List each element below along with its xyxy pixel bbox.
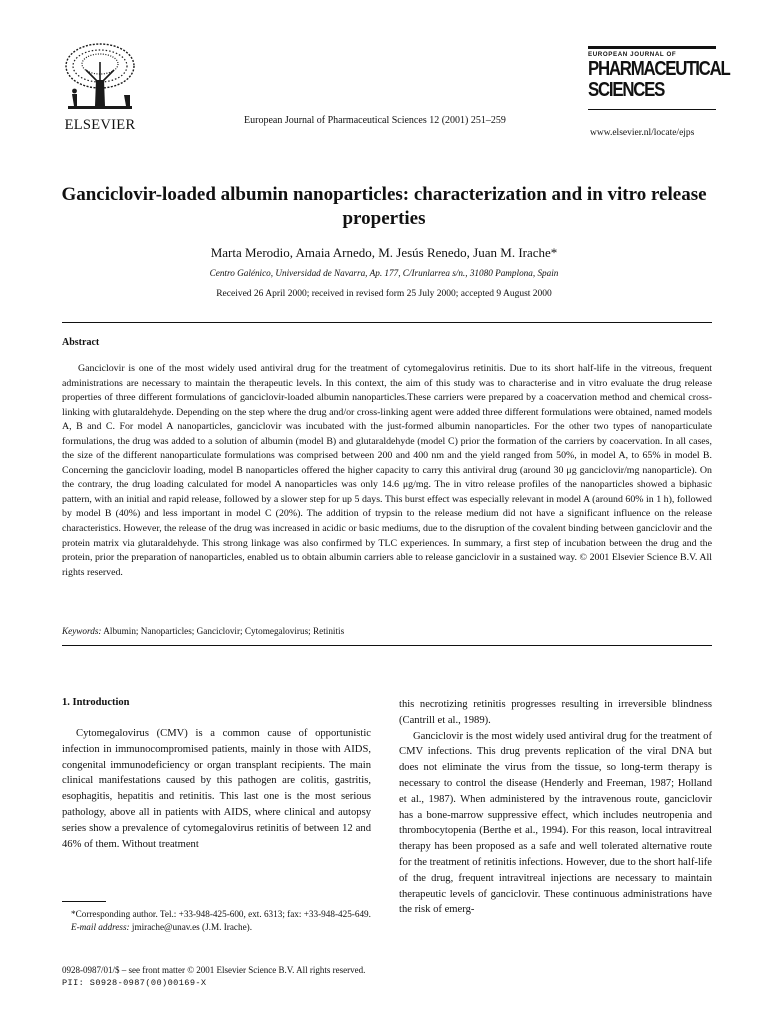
- article-dates: Received 26 April 2000; received in revised form 25 July 2000; accepted 9 August 2000: [216, 289, 552, 299]
- publisher-logo: [50, 40, 150, 132]
- elsevier-tree-icon: [50, 40, 150, 118]
- publisher-name: ELSEVIER: [64, 117, 136, 133]
- footer-pii: PII: S0928-0987(00)00169-X: [62, 978, 207, 988]
- keywords-text: Albumin; Nanoparticles; Ganciclovir; Cytomegalovirus; Retinitis: [103, 626, 345, 636]
- footnote-rule: [62, 901, 106, 902]
- email-value[interactable]: jmirache@unav.es (J.M. Irache).: [131, 922, 253, 932]
- footnote: [62, 908, 371, 934]
- section-heading-introduction: 1. Introduction: [62, 697, 130, 708]
- journal-masthead: [588, 46, 730, 110]
- footnote-correspondence: *Corresponding author. Tel.: +33-948-425-600, ext. 6313; fax: +33-948-425-649.: [71, 909, 371, 919]
- intro-paragraph-left: Cytomegalovirus (CMV) is a common cause of opportunistic infection in immunocompromised patients, mainly in those with AIDS, congenital immunodeficiency or organ transplant recipients. The main clinical manifestations caused by this pathogen are colitis, gastritis, esophagitis, hepatitis and retinitis. This last one is the most serious pathology, above all in patients with AIDS, where clinical and autopsy series show a prevalence of cytomegalovirus retinitis of between 12 and 46% of them. Without treatment: [62, 728, 371, 850]
- intro-column-right: [399, 697, 712, 918]
- email-label: E-mail address:: [71, 922, 130, 932]
- intro-paragraph-right-1: this necrotizing retinitis progresses resulting in irreversible blindness (Cantrill et al., 1989).: [399, 699, 712, 726]
- journal-citation: European Journal of Pharmaceutical Sciences 12 (2001) 251–259: [244, 115, 506, 126]
- journal-url[interactable]: www.elsevier.nl/locate/ejps: [590, 128, 695, 138]
- masthead-rule: [588, 109, 716, 110]
- intro-paragraph-right-2: Ganciclovir is the most widely used antiviral drug for the treatment of CMV infections. This drug prevents replication of the viral DNA but does not eliminate the virus from the tissue, so long-term therapy is necessary to control the disease (Henderly and Freeman, 1987; Holland et al., 1987). When administered by the intravenous route, ganciclovir has a bone-marrow suppressive effect, which includes neutropenia and thrombocytopenia (Berthe et al., 1994). For this reason, local intravitreal therapy has been proposed as a safe and well tolerated alternative route for the treatment of retinitis infections. However, due to the short half-life of the drug, frequent intravitreal injections are necessary to maintain therapeutic levels of ganciclovir. These continuous administrations have the risk of emerg-: [399, 730, 712, 916]
- keywords: [62, 626, 344, 636]
- masthead-line-2: SCIENCES: [588, 78, 665, 101]
- divider-top: [62, 322, 712, 323]
- article-title: Ganciclovir-loaded albumin nanoparticles: characterization and in vitro release properties: [61, 184, 707, 229]
- masthead-subtitle: EUROPEAN JOURNAL OF: [588, 46, 716, 58]
- footnote-email: [62, 921, 371, 934]
- page-footer: [62, 964, 365, 990]
- footer-front-matter: 0928-0987/01/$ – see front matter © 2001 Elsevier Science B.V. All rights reserved.: [62, 965, 366, 975]
- keywords-label: Keywords:: [62, 626, 102, 636]
- divider-bottom: [62, 645, 712, 646]
- abstract-text: Ganciclovir is one of the most widely used antiviral drug for the treatment of cytomegalovirus retinitis. Due to its short half-life in the vitreous, frequent administrations are necessary to maintain the therapeutic levels. In this context, the aim of this study was to characterise and in vitro evaluate the drug release properties of three different formulations of ganciclovir-loaded albumin nanoparticles.These carriers were prepared by a coacervation method and chemical cross-linking with glutaraldehyde. Depending on the step where the drug and/or cross-linking agent were added three different formulations were obtained, named models A, B and C. For model A nanoparticles, ganciclovir was incubated with the just-formed albumin nanoparticles. For the other two types of nanoparticulate formulations, the drug was added to a solution of albumin (model B) and glutaraldehyde (model C) prior the formation of the carriers by coacervation. In all cases, the size of the different nanoparticulate formulations was comprised between 200 and 400 nm and the yield ranged from 50%, in model A, to 65% in model B. Concerning the ganciclovir loading, model B nanoparticles offered the higher capacity to carry this antiviral drug (around 30 μg ganciclovir/mg nanoparticle). On the contrary, the drug loading calculated for model A nanoparticles was only 14.6 μg/mg. The in vitro release profiles of the nanoparticles showed a biphasic pattern, with an initial and rapid release, followed by a slower step for up 5 days. This burst effect was especially relevant in model A (around 60% in 1 h), followed by model B (40%) and less important in model C (20%). The addition of trypsin to the release medium did not have a significant influence on the release characteristics. However, the release of the drug was increased in acidic or basic mediums, due to the disruption of the covalent binding between ganciclovir and the protein matrix via glutaraldehyde. This strong linkage was also confirmed by TLC experiences. In summary, a first step of incubation between the drug and the protein, prior the preparation of nanoparticles, enabled us to obtain albumin carriers able to release ganciclovir in a sustained way. © 2001 Elsevier Science B.V. All rights reserved.: [62, 363, 712, 578]
- article-affiliation: Centro Galénico, Universidad de Navarra, Ap. 177, C/Irunlarrea s/n., 31080 Pamplona, Spain: [209, 268, 559, 278]
- masthead-line-1: PHARMACEUTICAL: [588, 57, 730, 80]
- article-authors: Marta Merodio, Amaia Arnedo, M. Jesús Renedo, Juan M. Irache*: [210, 245, 558, 260]
- abstract-heading: Abstract: [62, 337, 100, 348]
